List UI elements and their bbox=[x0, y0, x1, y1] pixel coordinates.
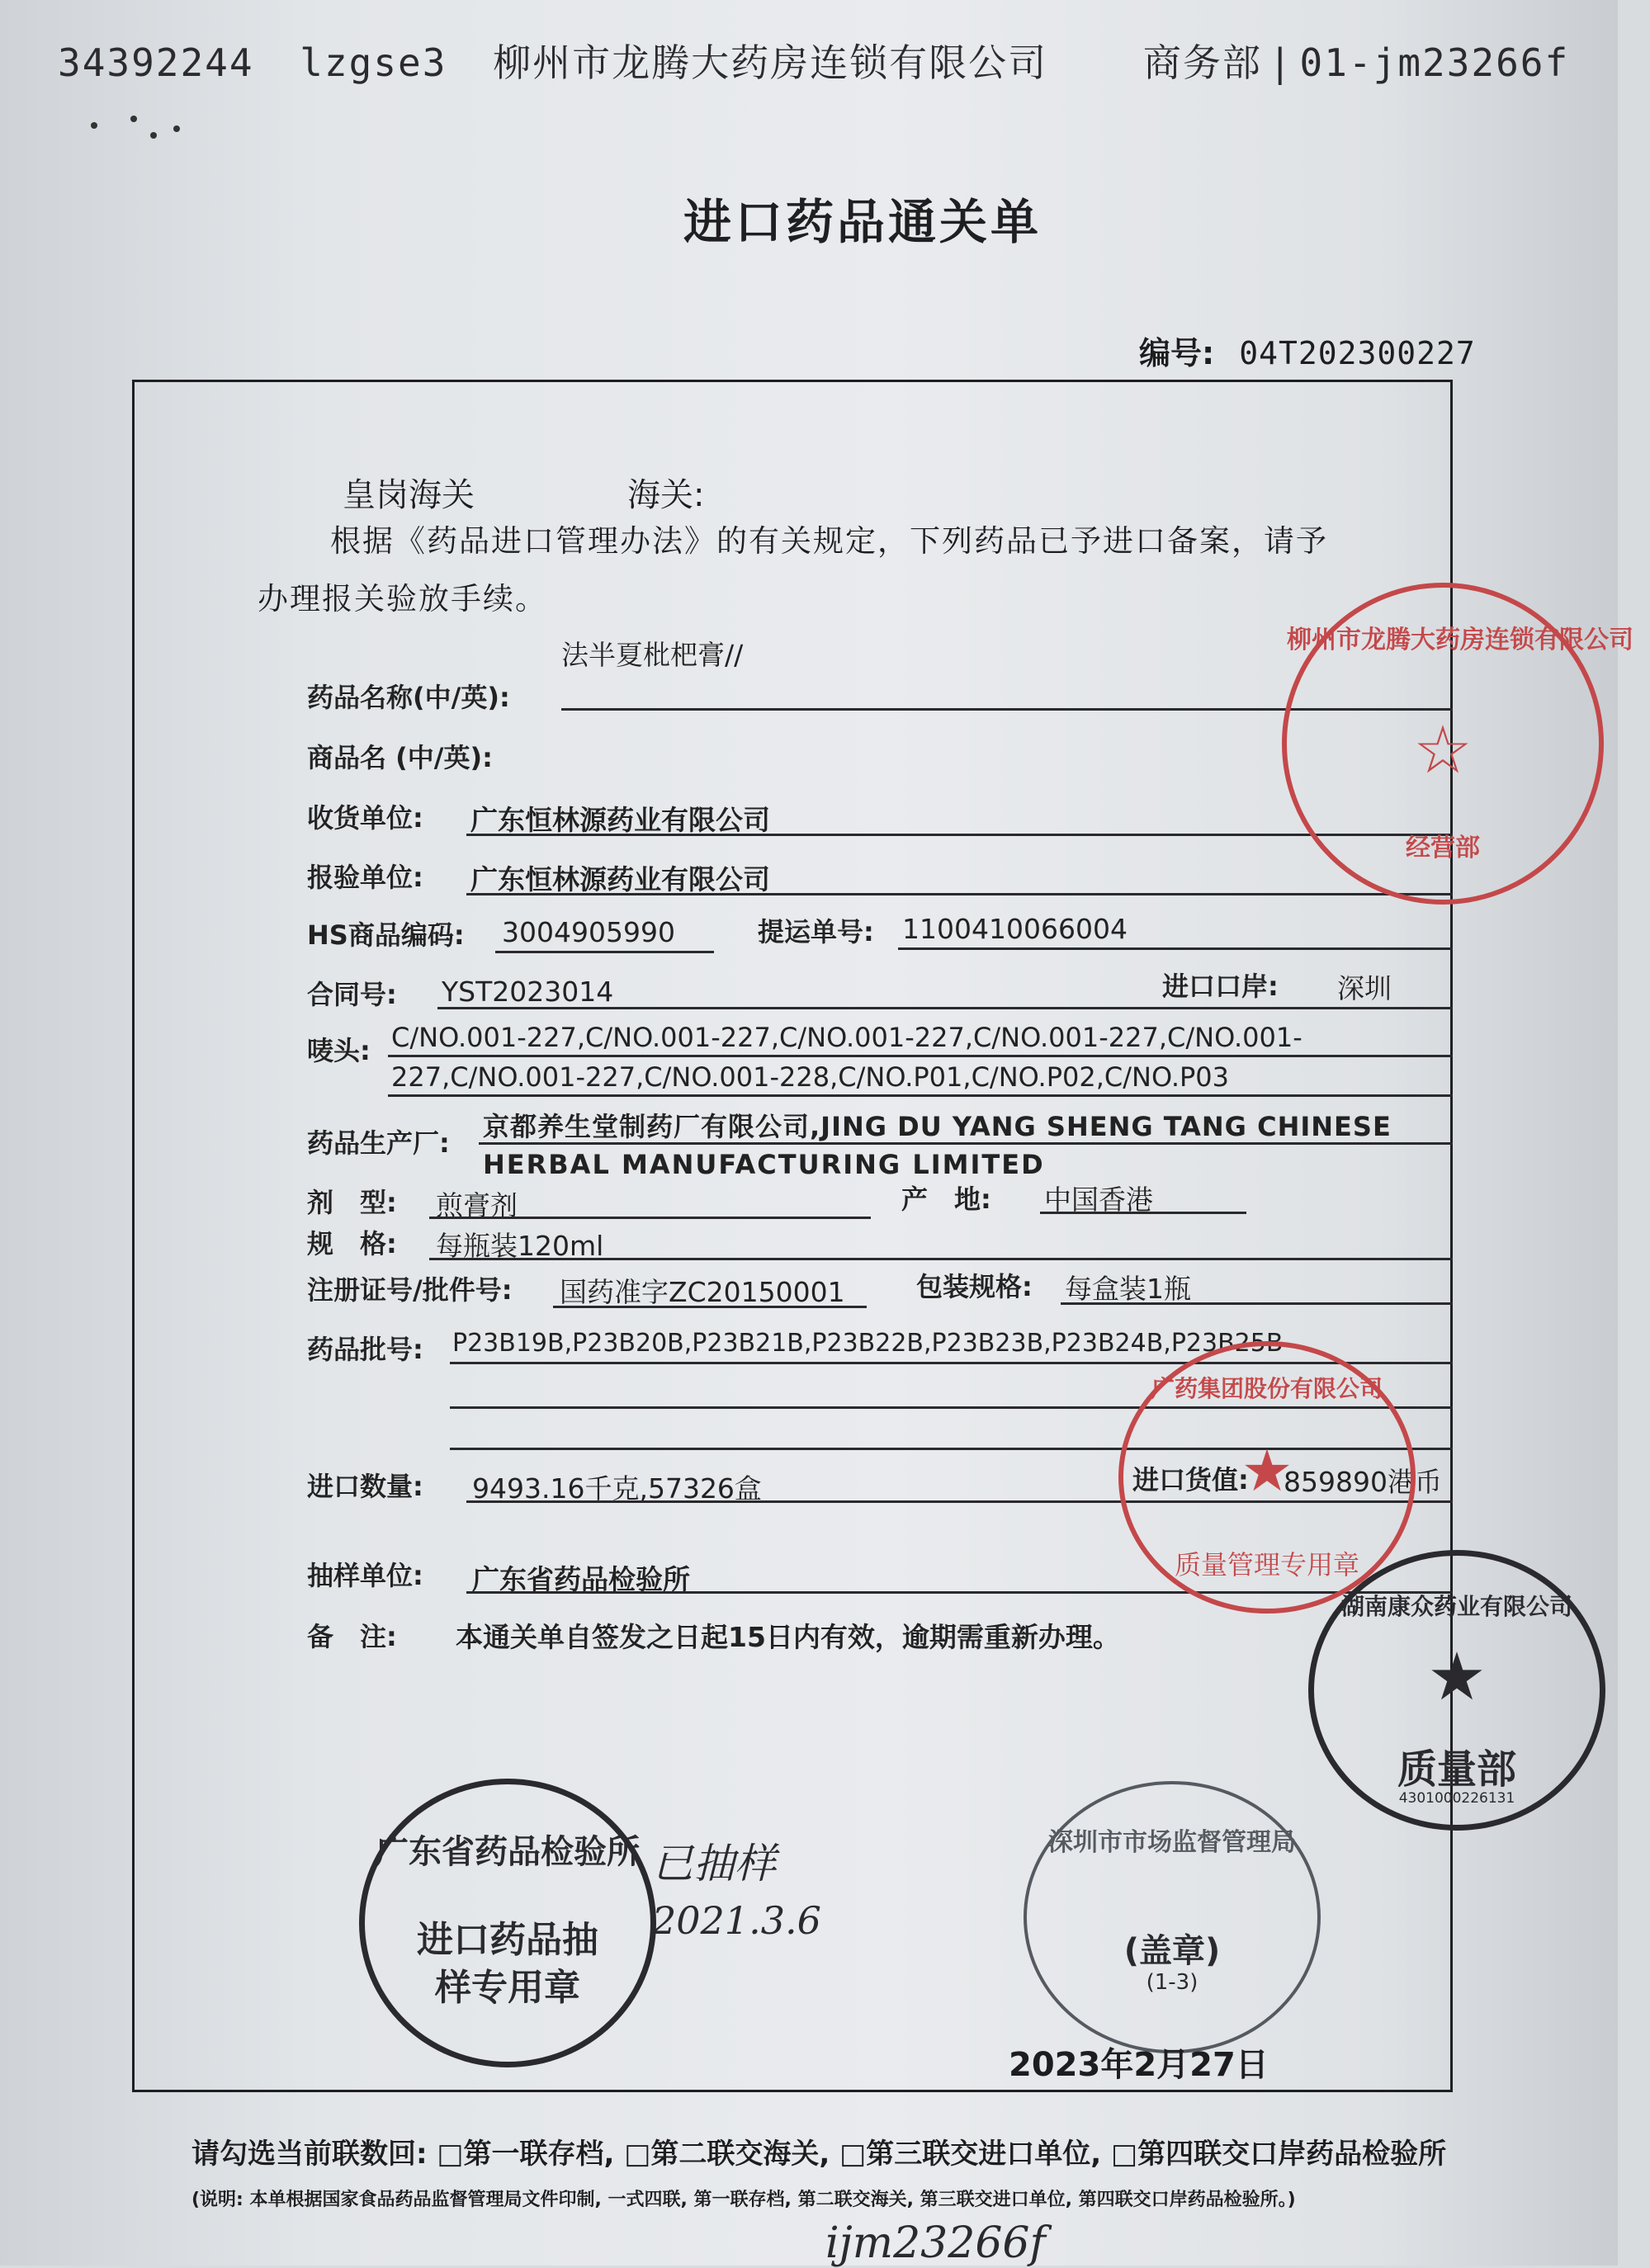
document-number-label: 编号: bbox=[1139, 335, 1215, 371]
marks-line-2: 227,C/NO.001-227,C/NO.001-228,C/NO.P01,C/NO.P02,C/NO.P03 bbox=[391, 1061, 1230, 1093]
manufacturer-line-2: HERBAL MANUFACTURING LIMITED bbox=[483, 1149, 1045, 1180]
guangdong-seal-sub: 进口药品抽样专用章 bbox=[417, 1919, 598, 2009]
handwritten-ref: ijm23266f bbox=[825, 2218, 1046, 2268]
origin-label: 产 地: bbox=[901, 1184, 991, 1215]
origin-value: 中国香港 bbox=[1044, 1184, 1153, 1216]
dosage-form-underline bbox=[429, 1217, 871, 1219]
remarks-label: 备 注: bbox=[307, 1621, 397, 1652]
fax-department: 商务部 bbox=[1142, 40, 1262, 85]
manufacturer-label: 药品生产厂: bbox=[307, 1127, 450, 1159]
bill-of-lading-label: 提运单号: bbox=[758, 916, 874, 947]
dosage-form-value: 煎膏剂 bbox=[436, 1189, 518, 1221]
value-value: 859890港币 bbox=[1284, 1466, 1442, 1498]
fax-number: 34392244 bbox=[58, 40, 254, 85]
shenzhen-seal-sub: (盖章) bbox=[1123, 1932, 1221, 1970]
star-icon: ★ bbox=[1427, 1638, 1487, 1715]
spec-underline bbox=[429, 1258, 1453, 1260]
copy-selection-line: 请勾选当前联数回: □第一联存档, □第二联交海关, □第三联交进口单位, □第四联交口岸药品检验所 bbox=[191, 2138, 1447, 2171]
origin-underline bbox=[1040, 1212, 1246, 1214]
declarant-underline bbox=[466, 893, 1453, 895]
registration-value: 国药准字ZC20150001 bbox=[560, 1276, 845, 1308]
marks-underline-2 bbox=[388, 1094, 1453, 1097]
declarant-value: 广东恒林源药业有限公司 bbox=[470, 863, 770, 895]
declarant-label: 报验单位: bbox=[307, 862, 423, 893]
sampled-signature: 已抽样 bbox=[652, 1840, 776, 1888]
pharma-group-quality-seal bbox=[1118, 1341, 1416, 1614]
fax-doc-ref: 01-jm23266f bbox=[1299, 40, 1570, 85]
star-icon: ★ bbox=[1241, 1437, 1293, 1505]
guangdong-seal-text: 广东省药品检验所 bbox=[376, 1833, 640, 1871]
packaging-value: 每盒装1瓶 bbox=[1065, 1273, 1191, 1305]
fax-header: 34392244 lzgse3 柳州市龙腾大药房连锁有限公司 商务部 | 01-jm23266f bbox=[58, 40, 1570, 85]
kangzhong-quality-seal bbox=[1308, 1550, 1605, 1831]
kangzhong-seal-text: 湖南康众药业有限公司 bbox=[1340, 1593, 1572, 1620]
pharma-group-seal-text: 广药集团股份有限公司 bbox=[1151, 1375, 1383, 1402]
addressee-customs: 皇岗海关 bbox=[343, 476, 475, 514]
shenzhen-market-seal bbox=[1024, 1781, 1321, 2053]
packaging-label: 包装规格: bbox=[916, 1271, 1033, 1302]
contract-label: 合同号: bbox=[307, 979, 397, 1010]
page-title: 进口药品通关单 bbox=[683, 194, 1042, 250]
sampling-value: 广东省药品检验所 bbox=[472, 1563, 690, 1595]
contract-value: YST2023014 bbox=[442, 976, 614, 1008]
spec-value: 每瓶装120ml bbox=[436, 1230, 604, 1262]
longteng-seal-text: 柳州市龙腾大药房连锁有限公司 bbox=[1287, 626, 1633, 654]
batch-value: P23B19B,P23B20B,P23B21B,P23B22B,P23B23B,P23B24B,P23B25B bbox=[452, 1329, 1284, 1358]
spec-label: 规 格: bbox=[307, 1228, 397, 1259]
port-label: 进口口岸: bbox=[1162, 971, 1279, 1002]
hs-code-label: HS商品编码: bbox=[307, 919, 465, 951]
manufacturer-underline-1 bbox=[479, 1142, 1453, 1145]
guangdong-inspection-seal bbox=[359, 1779, 656, 2067]
shenzhen-seal-text: 深圳市市场监督管理局 bbox=[1048, 1828, 1296, 1857]
remarks-value: 本通关单自签发之日起15日内有效，逾期需重新办理。 bbox=[456, 1621, 1120, 1653]
registration-label: 注册证号/批件号: bbox=[307, 1274, 513, 1306]
addressee-suffix: 海关: bbox=[627, 476, 705, 514]
issue-date: 2023年2月27日 bbox=[1009, 2046, 1269, 2084]
shenzhen-seal-copy: (1-3) bbox=[1146, 1970, 1198, 1995]
bill-of-lading-underline bbox=[898, 947, 1453, 950]
fax-dots bbox=[91, 107, 206, 140]
fax-code: lzgse3 bbox=[300, 40, 447, 85]
registration-underline bbox=[553, 1306, 867, 1308]
contract-underline bbox=[437, 1007, 1453, 1009]
marks-label: 唛头: bbox=[307, 1035, 371, 1066]
footer-note: (说明: 本单根据国家食品药品监督管理局文件印制, 一式四联, 第一联存档, 第二联交海关, 第三联交进口单位, 第四联交口岸药品检验所。) bbox=[191, 2190, 1296, 2210]
trade-name-label: 商品名 (中/英): bbox=[307, 742, 493, 773]
consignee-label: 收货单位: bbox=[307, 802, 423, 834]
intro-line-2: 办理报关验放手续。 bbox=[258, 581, 547, 617]
document-number bbox=[1139, 328, 1476, 373]
drug-name-label: 药品名称(中/英): bbox=[307, 682, 510, 713]
port-value: 深圳 bbox=[1337, 972, 1392, 1004]
value-label: 进口货值: bbox=[1132, 1464, 1249, 1495]
hs-code-underline bbox=[495, 951, 714, 953]
longteng-seal-sub: 经营部 bbox=[1406, 834, 1480, 862]
marks-line-1: C/NO.001-227,C/NO.001-227,C/NO.001-227,C/NO.001-227,C/NO.001- bbox=[391, 1022, 1303, 1053]
quantity-value: 9493.16千克,57326盒 bbox=[472, 1472, 762, 1505]
hs-code-value: 3004905990 bbox=[502, 916, 675, 948]
pharma-group-seal-sub: 质量管理专用章 bbox=[1174, 1549, 1359, 1581]
intro-line-1: 根据《药品进口管理办法》的有关规定，下列药品已予进口备案，请予 bbox=[330, 523, 1328, 559]
document-number-value: 04T202300227 bbox=[1239, 335, 1476, 371]
fax-company: 柳州市龙腾大药房连锁有限公司 bbox=[493, 40, 1048, 85]
quantity-label: 进口数量: bbox=[307, 1471, 423, 1502]
marks-underline-1 bbox=[388, 1055, 1453, 1057]
longteng-company-seal bbox=[1282, 583, 1633, 905]
kangzhong-seal-sub: 质量部 bbox=[1397, 1746, 1516, 1793]
bill-of-lading-value: 1100410066004 bbox=[902, 913, 1128, 945]
sampled-date: 2021.3.6 bbox=[652, 1898, 821, 1943]
packaging-underline bbox=[1061, 1302, 1453, 1305]
dosage-form-label: 剂 型: bbox=[307, 1187, 397, 1218]
sampling-label: 抽样单位: bbox=[307, 1560, 423, 1591]
kangzhong-seal-code: 4301000226131 bbox=[1398, 1790, 1515, 1807]
star-icon: ☆ bbox=[1413, 711, 1473, 788]
drug-name-value: 法半夏枇杷膏// bbox=[561, 639, 744, 671]
manufacturer-line-1: 京都养生堂制药厂有限公司,JING DU YANG SHENG TANG CHINESE bbox=[483, 1111, 1392, 1142]
batch-label: 药品批号: bbox=[307, 1334, 423, 1365]
consignee-value: 广东恒林源药业有限公司 bbox=[470, 804, 770, 836]
